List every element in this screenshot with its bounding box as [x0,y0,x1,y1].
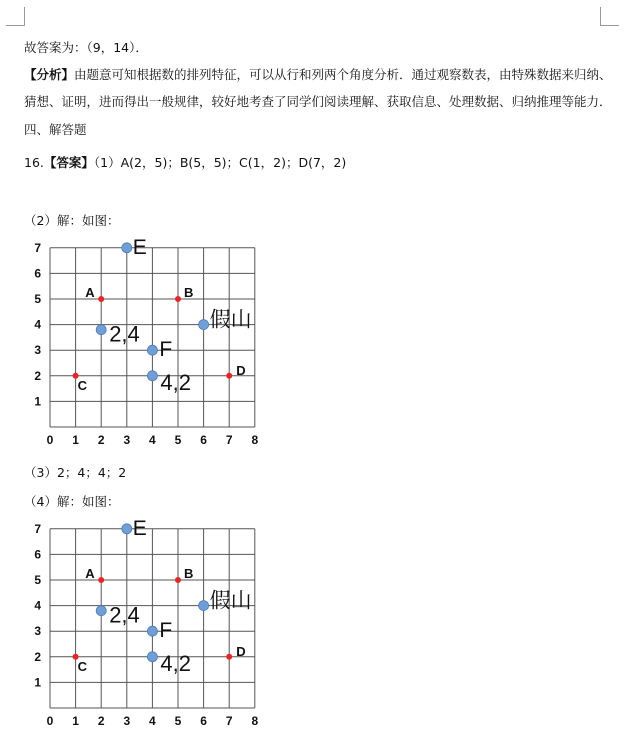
point-label: C [77,658,87,674]
y-tick-label: 2 [34,649,41,664]
y-tick-label: 4 [34,598,41,613]
point-label: C [77,377,87,393]
point-label: 4,2 [160,650,191,676]
blue-point [147,626,157,636]
x-tick-label: 7 [225,714,233,728]
analysis-tag: 【分析】 [24,67,75,82]
point-label: D [236,362,246,378]
y-tick-label: 5 [34,573,41,587]
blue-point [96,325,106,335]
blue-point [147,371,157,381]
point-label: 假山 [209,308,252,332]
coordinate-grid-part2 [28,235,268,450]
x-tick-label: 8 [251,714,259,728]
x-tick-label: 1 [72,433,79,447]
q16-number: 16. [24,155,44,170]
x-tick-label: 0 [46,433,54,447]
q16-answer-tag: 【答案】 [43,155,94,170]
section-heading: 四、解答题 [24,122,87,137]
q16-answer-line [24,153,346,171]
analysis-line-2: 猜想、证明，进而得出一般规律，较好地考查了同学们阅读理解、获取信息、处理数据、归纳推理等能力． [24,94,612,109]
q16-answer-text: （1）A(2，5)；B(5，5)；C(1，2)；D(7，2) [93,155,347,170]
x-tick-label: 6 [200,714,207,728]
coordinate-grid-part4 [28,516,268,731]
part3-line: （3）2；4；4；2 [24,465,127,480]
blue-point [199,320,209,330]
crop-mark-top-left [6,7,25,26]
red-point [98,296,104,302]
crop-mark-top-right [600,7,619,26]
point-label: D [236,643,246,659]
y-tick-label: 1 [34,394,41,409]
x-tick-label: 2 [97,433,105,447]
point-label: 2,4 [109,602,140,628]
x-tick-label: 5 [174,714,182,728]
y-tick-label: 1 [34,675,41,690]
point-label: B [184,285,194,300]
part2-line: （2）解：如图： [24,213,120,228]
y-tick-label: 7 [34,521,41,536]
point-label: A [85,566,95,581]
point-label: A [85,285,95,300]
analysis-line-1 [24,65,612,83]
x-tick-label: 4 [149,714,156,728]
point-label: 4,2 [160,369,191,395]
part4-line: （4）解：如图： [24,494,120,509]
x-tick-label: 0 [46,714,54,728]
point-label: F [159,338,173,362]
blue-point [96,606,106,616]
y-tick-label: 2 [34,368,41,383]
blue-point [122,524,132,534]
y-tick-label: 6 [34,547,41,562]
blue-point [122,243,132,253]
red-point [226,373,232,379]
y-tick-label: 5 [34,292,41,306]
answer-line: 故答案为：（9，14）． [24,40,148,55]
red-point [175,296,181,302]
x-tick-label: 5 [174,433,182,447]
blue-point [147,652,157,662]
point-label: 假山 [209,589,252,613]
x-tick-label: 7 [225,433,233,447]
x-tick-label: 2 [97,714,105,728]
point-label: E [132,235,147,259]
analysis-text-1: 由题意可知根据数的排列特征，可以从行和列两个角度分析．通过观察数表，由特殊数据来归纳、 [74,67,612,82]
point-label: F [159,619,173,643]
y-tick-label: 7 [34,240,41,255]
point-label: 2,4 [109,321,140,347]
red-point [226,654,232,660]
y-tick-label: 3 [34,624,41,639]
point-label: E [132,516,147,540]
x-tick-label: 8 [251,433,259,447]
red-point [175,577,181,583]
x-tick-label: 3 [123,433,131,447]
blue-point [147,345,157,355]
y-tick-label: 4 [34,317,41,332]
x-tick-label: 3 [123,714,131,728]
y-tick-label: 6 [34,266,41,281]
point-label: B [184,566,194,581]
x-tick-label: 4 [149,433,156,447]
x-tick-label: 6 [200,433,207,447]
blue-point [199,601,209,611]
y-tick-label: 3 [34,343,41,358]
red-point [98,577,104,583]
x-tick-label: 1 [72,714,79,728]
